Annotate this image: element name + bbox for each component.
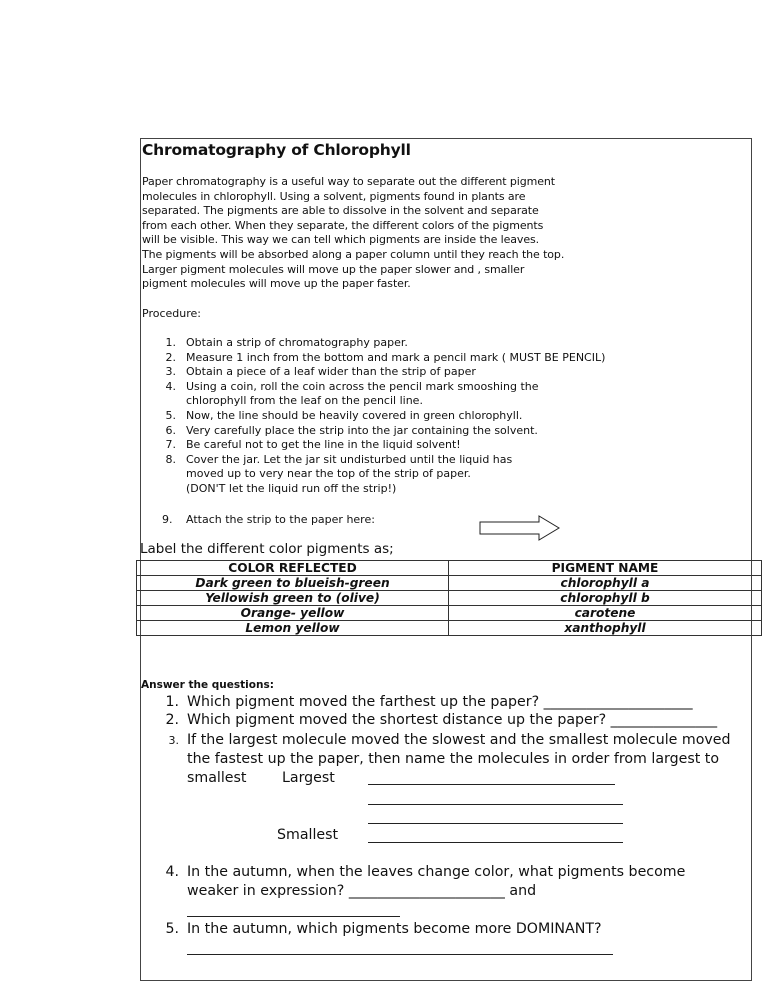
- procedure-step: [142, 424, 605, 439]
- table-row: [137, 591, 762, 606]
- intro-paragraph: [142, 175, 612, 292]
- procedure-steps: [142, 336, 605, 497]
- pigment-cell: xanthophyll: [449, 621, 762, 636]
- question-text: Which pigment moved the farthest up the paper? _____________________: [187, 694, 693, 710]
- answer-blank-q5[interactable]: [187, 954, 613, 955]
- question-1: [165, 693, 693, 712]
- color-cell: Yellowish green to (olive): [137, 591, 449, 606]
- step-text: Very carefully place the strip into the jar containing the solvent.: [186, 423, 538, 437]
- step-text: Obtain a piece of a leaf wider than the strip of paper: [186, 365, 476, 379]
- step-number: 3.: [165, 365, 176, 379]
- step-text: Attach the strip to the paper here:: [186, 513, 375, 526]
- procedure-step: [142, 365, 605, 380]
- step-number: 6.: [165, 423, 176, 437]
- question-number: 2.: [165, 712, 179, 728]
- answer-blank-middle-2[interactable]: [368, 823, 623, 824]
- step-number: 1.: [165, 336, 176, 349]
- color-cell: Dark green to blueish-green: [137, 576, 449, 591]
- step-text-continued: chlorophyll from the leaf on the pencil line.: [186, 394, 423, 408]
- page-title: Chromatography of Chlorophyll: [142, 141, 411, 159]
- step-number: 5.: [165, 408, 176, 422]
- question-4-line: weaker in expression? ______________________ and: [187, 883, 537, 899]
- step-text: Cover the jar. Let the jar sit undisturbed until the liquid has: [186, 452, 513, 466]
- question-3-line: the fastest up the paper, then name the molecules in order from largest to: [187, 751, 720, 767]
- color-cell: Lemon yellow: [137, 621, 449, 636]
- procedure-step: [142, 438, 605, 453]
- question-text: If the largest molecule moved the slowest and the smallest molecule moved: [187, 732, 731, 748]
- answer-blank-middle-1[interactable]: [368, 804, 623, 805]
- step-text: Now, the line should be heavily covered in green chlorophyll.: [186, 408, 523, 422]
- procedure-step: [142, 380, 605, 409]
- question-3-line: smallest: [187, 770, 247, 786]
- question-2: [165, 711, 718, 730]
- intro-line: from each other. When they separate, the different colors of the pigments: [142, 218, 544, 232]
- procedure-step: [142, 409, 605, 424]
- table-header-row: [137, 561, 762, 576]
- intro-line: will be visible. This way we can tell which pigments are inside the leaves.: [142, 233, 540, 247]
- intro-line: The pigments will be absorbed along a paper column until they reach the top.: [142, 247, 565, 261]
- intro-line: pigment molecules will move up the paper faster.: [142, 277, 411, 291]
- procedure-step: [142, 351, 605, 366]
- pigment-cell: carotene: [449, 606, 762, 621]
- intro-line: Paper chromatography is a useful way to separate out the different pigment: [142, 175, 555, 188]
- pigment-cell: chlorophyll b: [449, 591, 762, 606]
- pigment-table: [136, 560, 762, 636]
- question-4: [165, 863, 686, 882]
- smallest-label: Smallest: [277, 827, 339, 843]
- step-number: 4.: [165, 379, 176, 393]
- step-text: Using a coin, roll the coin across the pencil mark smooshing the: [186, 379, 539, 393]
- answer-blank-q4[interactable]: [187, 916, 400, 917]
- question-number: 3.: [168, 734, 179, 747]
- question-number: 4.: [165, 864, 179, 880]
- procedure-label: Procedure:: [142, 307, 201, 320]
- label-instruction: Label the different color pigments as;: [140, 541, 394, 557]
- question-text: In the autumn, which pigments become more DOMINANT?: [187, 921, 602, 937]
- table-row: [137, 621, 762, 636]
- procedure-step: [142, 336, 605, 351]
- answer-blank-smallest[interactable]: [368, 842, 623, 843]
- intro-line: Larger pigment molecules will move up the paper slower and , smaller: [142, 262, 525, 276]
- question-number: 1.: [165, 694, 179, 710]
- question-3: [168, 731, 731, 750]
- column-header-color: COLOR REFLECTED: [137, 561, 449, 576]
- table-row: [137, 576, 762, 591]
- table-row: [137, 606, 762, 621]
- step-text: Measure 1 inch from the bottom and mark a pencil mark ( MUST BE PENCIL): [186, 350, 606, 364]
- step-number: 9.: [162, 513, 173, 526]
- step-text: Obtain a strip of chromatography paper.: [186, 336, 408, 349]
- right-arrow-icon: [479, 515, 561, 541]
- largest-label: Largest: [282, 770, 335, 786]
- question-number: 5.: [165, 921, 179, 937]
- step-text: Be careful not to get the line in the liquid solvent!: [186, 438, 461, 452]
- step-text-continued: (DON'T let the liquid run off the strip!): [186, 481, 397, 495]
- question-text: In the autumn, when the leaves change color, what pigments become: [187, 864, 686, 880]
- intro-line: separated. The pigments are able to dissolve in the solvent and separate: [142, 204, 539, 218]
- question-text: Which pigment moved the shortest distance up the paper? _______________: [187, 712, 718, 728]
- column-header-pigment: PIGMENT NAME: [449, 561, 762, 576]
- intro-line: molecules in chlorophyll. Using a solvent, pigments found in plants are: [142, 189, 526, 203]
- pigment-cell: chlorophyll a: [449, 576, 762, 591]
- step-number: 2.: [165, 350, 176, 364]
- step-number: 8.: [165, 452, 176, 466]
- answer-heading: Answer the questions:: [141, 679, 274, 691]
- step-text-continued: moved up to very near the top of the strip of paper.: [186, 467, 471, 481]
- step-number: 7.: [165, 438, 176, 452]
- color-cell: Orange- yellow: [137, 606, 449, 621]
- answer-blank-largest[interactable]: [368, 784, 615, 785]
- question-5: [165, 920, 602, 939]
- procedure-step: [142, 453, 605, 497]
